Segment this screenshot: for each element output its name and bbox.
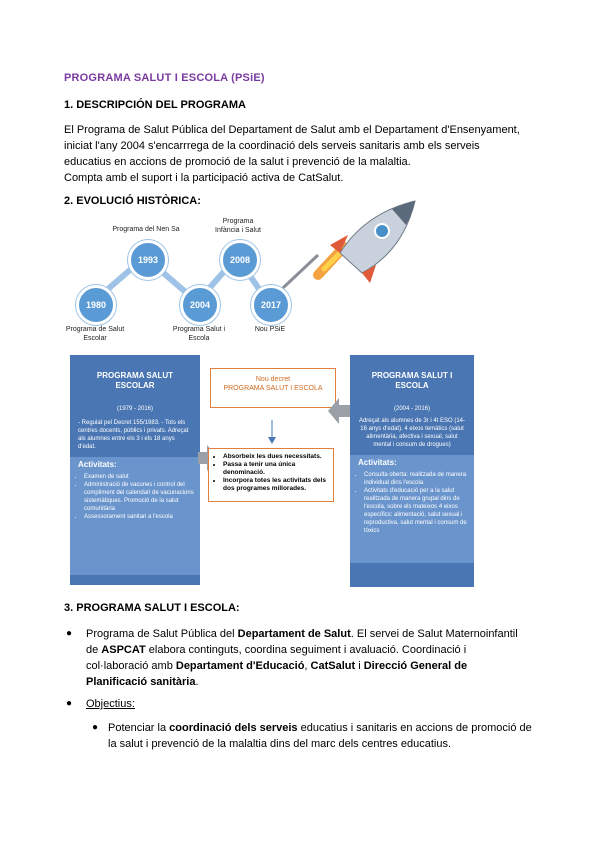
arrow-down-icon [268,420,276,444]
history-timeline [60,205,530,345]
arrow-left-icon [328,398,350,424]
right-panel-title: PROGRAMA SALUT I ESCOLA [371,371,453,390]
para-line: Compta amb el suport i la participació activa de CatSalut. [64,172,344,184]
right-panel-activities [350,455,474,563]
timeline-label: Programa Salut i Escola [172,326,226,342]
timeline-label: Programa del Nen Sa [112,226,180,233]
list-item: • Assessorament sanitari a l'escola [84,513,194,521]
bullet-icon: ● [66,698,73,709]
left-activities-title: Activitats: [78,460,117,469]
list-item: • Passa a tenir una única denominació. [223,461,329,477]
list-item: • Consulta oberta: realitzada de manera individual dins l'escola [364,471,468,487]
bold-run: Departament de Salut [237,628,351,640]
timeline-node-1993: 1993 [128,240,168,280]
bold-run: CatSalut [310,660,356,672]
text-run: elabora continguts, coordina seguiment i avaluació. Coordinació i col·laboració amb [86,644,467,672]
list-item: • Incorpora totes les activitats dels dos programes millorades. [223,477,329,493]
timeline-node-2008: 2008 [220,240,260,280]
section1-paragraph [64,122,530,186]
text-run: . El servei de Salut Maternoinfantil de [86,628,518,656]
para-line: El Programa de Salut Pública del Departament de Salut amb el Departament d'Ensenyament, [64,124,520,136]
text-run: i [355,660,364,672]
bold-run: Departament d'Educació [175,660,305,672]
para-line: educatius en accions de promoció de la salut i prevenció de la malaltia. [64,156,411,168]
right-panel-years: (2004 - 2016) [393,406,431,412]
timeline-label: Programa de Salut Escolar [65,326,125,342]
text-run: , [304,660,311,672]
left-panel-title: PROGRAMA SALUT ESCOLAR [96,371,174,390]
objectius-label: Objectius: [86,698,135,710]
left-panel-salut-escolar [70,355,200,585]
section3-heading: 3. PROGRAMA SALUT I ESCOLA: [64,602,240,614]
bold-run: Direcció General de Planificació sanitària [86,660,468,688]
center-items-box [208,448,334,502]
text-run: . [195,676,199,688]
left-panel-activities [70,457,200,575]
bold-run: ASPCAT [101,644,146,656]
list-item: • Administració de vacunes i control del compliment del calendari de vacunacions sistemàtiques. Promoció de la salut comunitària [84,481,194,513]
bullet-icon: ● [66,628,73,639]
timeline-node-2004: 2004 [180,285,220,325]
text-run: educatius i sanitaris en accions de promoció de la salut i prevenció de la malaltia dins del marc dels centres educatius. [108,722,532,750]
section2-heading: 2. EVOLUCIÓ HISTÒRICA: [64,195,201,207]
bullet-icon: ● [92,722,99,733]
list-item [108,720,532,752]
text-run: Programa de Salut Pública del [86,628,238,640]
rocket-icon [310,195,430,285]
center-title-box [210,368,336,408]
list-item: • Activitats d'educació per a la salut realitzada de manera grupal dins de l'escola, sobre els mateixos 4 eixos específics: alimentació, salut sexual i reproductiva, salut mental i consum de tòxics [364,487,468,535]
text-run: Potenciar la [108,722,170,734]
document-title: PROGRAMA SALUT I ESCOLA (PSiE) [64,72,265,84]
right-panel-desc: Adreçat als alumnes de 3r i 4t ESO (14-16 anys d'edat). 4 eixos temàtics (salut alimentària, afectiva i sexual, salut mental i consum de drogues) [358,418,466,448]
list-item [86,626,530,690]
para-line: iniciat l'any 2004 s'encarrrega de la coordinació dels serveis sanitaris amb els serveis [64,140,480,152]
section1-heading: 1. DESCRIPCIÓN DEL PROGRAMA [64,99,246,111]
list-item: • Examen de salut [84,473,194,481]
right-panel-salut-i-escola [350,355,474,587]
center-title: Nou decret [255,376,291,383]
left-panel-years: (1979 - 2016) [116,406,154,412]
timeline-label: Nou PSiE [254,326,286,333]
left-panel-desc: - Regulat pel Decret 155/1983. - Tots els centres docents, públics i privats. Adreçat als alumnes entre els 3 i els 18 anys d'edat. [78,420,189,450]
list-item: • Absorbeix les dues necessitats. [223,453,329,461]
timeline-node-1980: 1980 [76,285,116,325]
right-activities-title: Activitats: [358,458,397,467]
timeline-node-2017: 2017 [251,285,291,325]
center-subtitle: PROGRAMA SALUT I ESCOLA [223,385,323,392]
bold-run: coordinació dels serveis [169,722,298,734]
timeline-label: Programa Infància i Salut [215,218,261,234]
